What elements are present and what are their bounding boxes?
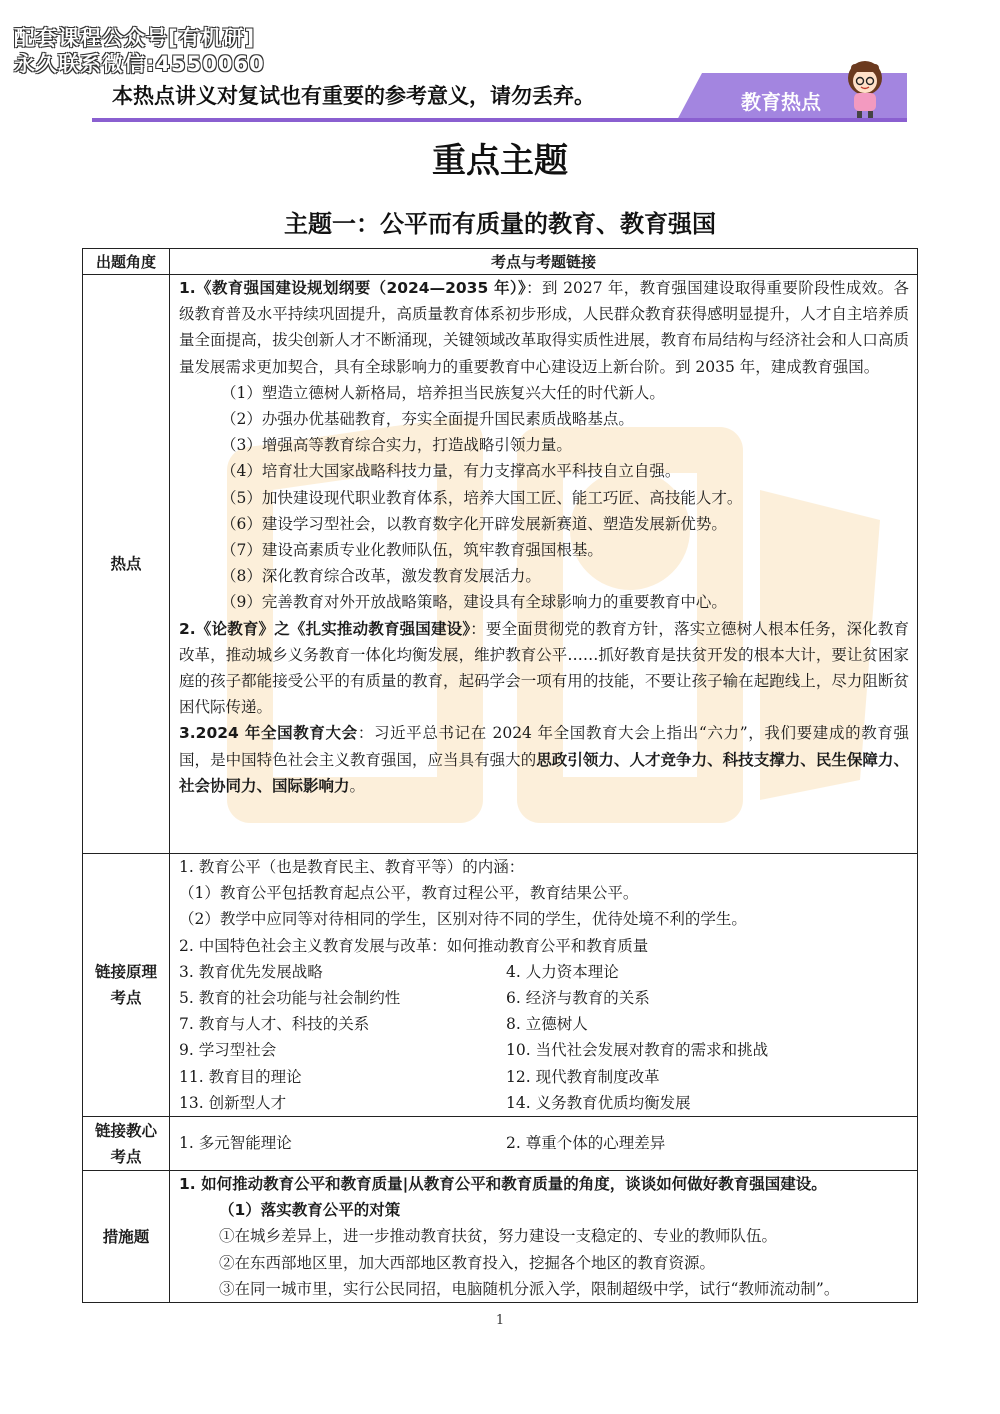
principle-item-14: 14. 义务教育优质均衡发展 <box>506 1093 691 1112</box>
hotspot-p2-heading: 2.《论教育》之《扎实推动教育强国建设》 <box>179 619 471 638</box>
principle-item-4: 4. 人力资本理论 <box>506 962 619 981</box>
header-notice: 本热点讲义对复试也有重要的参考意义，请勿丢弃。 <box>112 84 595 108</box>
principle-item-5: 5. 教育的社会功能与社会制约性 <box>179 989 401 1008</box>
principle-item-3: 3. 教育优先发展战略 <box>179 962 323 981</box>
principle-pair-3 <box>179 1011 909 1037</box>
column-header-points: 考点与考题链接 <box>170 249 918 275</box>
cartoon-girl-icon <box>840 58 890 120</box>
principle-pair-2 <box>179 985 909 1011</box>
principle-label-line-2: 考点 <box>110 989 142 1008</box>
header-rule <box>92 118 907 122</box>
principle-item-12: 12. 现代教育制度改革 <box>506 1067 660 1086</box>
psych-label-line-1: 链接教心 <box>94 1121 157 1140</box>
watermark-line-1: 配套课程公众号[有机研] <box>14 26 256 50</box>
psych-item-2: 2. 尊重个体的心理差异 <box>506 1134 666 1153</box>
principle-label-line-1: 链接原理 <box>94 963 157 982</box>
row-psych <box>83 1117 918 1171</box>
hotspot-paragraph-2 <box>179 616 909 721</box>
hotspot-p3-text: ：习近平总书记在 2024 年全国教育大会上指出“六力”，我们要建成的教育强国，是中国特色社会主义教育强国，应当具有强大的 <box>179 724 909 769</box>
hotspot-p1-heading: 1.《教育强国建设规划纲要（2024—2035 年）》 <box>179 279 527 297</box>
hotspot-item-1: （1）塑造立德树人新格局，培养担当民族复兴大任的时代新人。 <box>221 383 665 402</box>
measures-item-1: ①在城乡差异上，进一步推动教育扶贫，努力建设一支稳定的、专业的教师队伍。 <box>219 1227 778 1246</box>
hotspot-paragraph-1 <box>179 275 909 380</box>
hotspot-item-9: （9）完善教育对外开放战略策略，建设具有全球影响力的重要教育中心。 <box>221 593 727 612</box>
row-label-principle <box>83 854 170 1117</box>
measures-item-2: ②在东西部地区里，加大西部地区教育投入，挖掘各个地区的教育资源。 <box>219 1253 716 1272</box>
hotspot-p1-text: ：到 2027 年，教育强国建设取得重要阶段性成效。各级教育普及水平持续巩固提升，高质量教育体系初步形成，人民群众教育获得感明显提升，人才自主培养质量全面提高，拔尖创新人才不断涌现，关键领域改革取得实质性进展，教育布局结构与经济社会和人口高质量发展需求更加契合，具有全球影响力的重要教育中心建设迈上新台阶。到 2035 年，建成教育强国。 <box>179 279 909 376</box>
principle-item-10: 10. 当代社会发展对教育的需求和挑战 <box>506 1041 769 1060</box>
principle-line-1: 1. 教育公平（也是教育民主、教育平等）的内涵： <box>179 858 525 876</box>
principle-item-13: 13. 创新型人才 <box>179 1093 287 1112</box>
hotspot-item-7: （7）建设高素质专业化教师队伍，筑牢教育强国根基。 <box>221 541 603 560</box>
hotspot-p3-heading: 3.2024 年全国教育大会 <box>179 724 358 743</box>
psych-items <box>179 1130 909 1156</box>
hotspot-p2-text: ：要全面贯彻党的教育方针，落实立德树人根本任务，深化教育改革，推动城乡义务教育一体化均衡发展，维护教育公平……抓好教育是扶贫开发的根本大计，要让贫困家庭的孩子都能接受公平的有质量的教育，起码学会一项有用的技能，不要让孩子输在起跑线上，尽力阻断贫困代际传递。 <box>179 619 909 717</box>
principle-line-4: 2. 中国特色社会主义教育发展与改革：如何推动教育公平和教育质量 <box>179 936 649 955</box>
hotspot-item-3: （3）增强高等教育综合实力，打造战略引领力量。 <box>221 436 572 455</box>
hotspot-item-6: （6）建设学习型社会，以教育数字化开辟发展新赛道、塑造发展新优势。 <box>221 514 727 533</box>
principle-item-9: 9. 学习型社会 <box>179 1041 277 1060</box>
hotspot-item-4: （4）培育壮大国家战略科技力量，有力支撑高水平科技自立自强。 <box>221 462 681 481</box>
principle-pair-6 <box>179 1090 909 1116</box>
header-tab-label: 教育热点 <box>741 90 821 114</box>
psych-item-1: 1. 多元智能理论 <box>179 1134 292 1153</box>
principle-item-8: 8. 立德树人 <box>506 1015 588 1034</box>
principle-line-2: （1）教育公平包括教育起点公平，教育过程公平，教育结果公平。 <box>179 884 639 903</box>
principle-line-3: （2）教学中应同等对待相同的学生，区别对待不同的学生，优待处境不利的学生。 <box>179 910 747 929</box>
hotspot-item-2: （2）办强办优基础教育，夯实全面提升国民素质战略基点。 <box>221 410 634 429</box>
principle-pair-1 <box>179 959 909 985</box>
hotspot-p3-bold: 思政引领力、人才竞争力、科技支撑力、民生保障力、社会协同力、国际影响力 <box>179 750 909 795</box>
row-label-measures: 措施题 <box>83 1171 170 1303</box>
principle-pair-4 <box>179 1037 909 1063</box>
row-label-psych <box>83 1117 170 1171</box>
row-measures <box>83 1171 918 1303</box>
hotspot-item-5: （5）加快建设现代职业教育体系，培养大国工匠、能工巧匠、高技能人才。 <box>221 488 743 507</box>
principle-item-6: 6. 经济与教育的关系 <box>506 989 650 1008</box>
row-label-hotspot: 热点 <box>83 275 170 854</box>
page-number: 1 <box>495 1313 505 1328</box>
row-hotspot <box>83 275 918 854</box>
psych-label-line-2: 考点 <box>110 1147 142 1166</box>
hotspot-p3-end: 。 <box>349 776 366 795</box>
hotspot-item-8: （8）深化教育综合改革，激发教育发展活力。 <box>221 567 541 586</box>
hotspot-paragraph-3 <box>179 720 909 799</box>
measures-subheading-1: （1）落实教育公平的对策 <box>219 1201 401 1220</box>
principle-item-11: 11. 教育目的理论 <box>179 1067 302 1086</box>
measures-item-3: ③在同一城市里，实行公民同招，电脑随机分派入学，限制超级中学，试行“教师流动制”。 <box>219 1279 840 1298</box>
column-header-angle: 出题角度 <box>83 249 170 275</box>
measures-question-1: 1. 如何推动教育公平和教育质量|从教育公平和教育质量的角度，谈谈如何做好教育强国建设。 <box>179 1175 827 1194</box>
principle-item-7: 7. 教育与人才、科技的关系 <box>179 1015 370 1034</box>
page-title: 重点主题 <box>432 141 568 181</box>
theme-title: 主题一：公平而有质量的教育、教育强国 <box>284 210 716 238</box>
principle-pair-5 <box>179 1064 909 1090</box>
row-principle <box>83 854 918 1117</box>
topic-table <box>82 248 918 1303</box>
watermark-line-2: 永久联系微信:4550060 <box>14 52 265 76</box>
